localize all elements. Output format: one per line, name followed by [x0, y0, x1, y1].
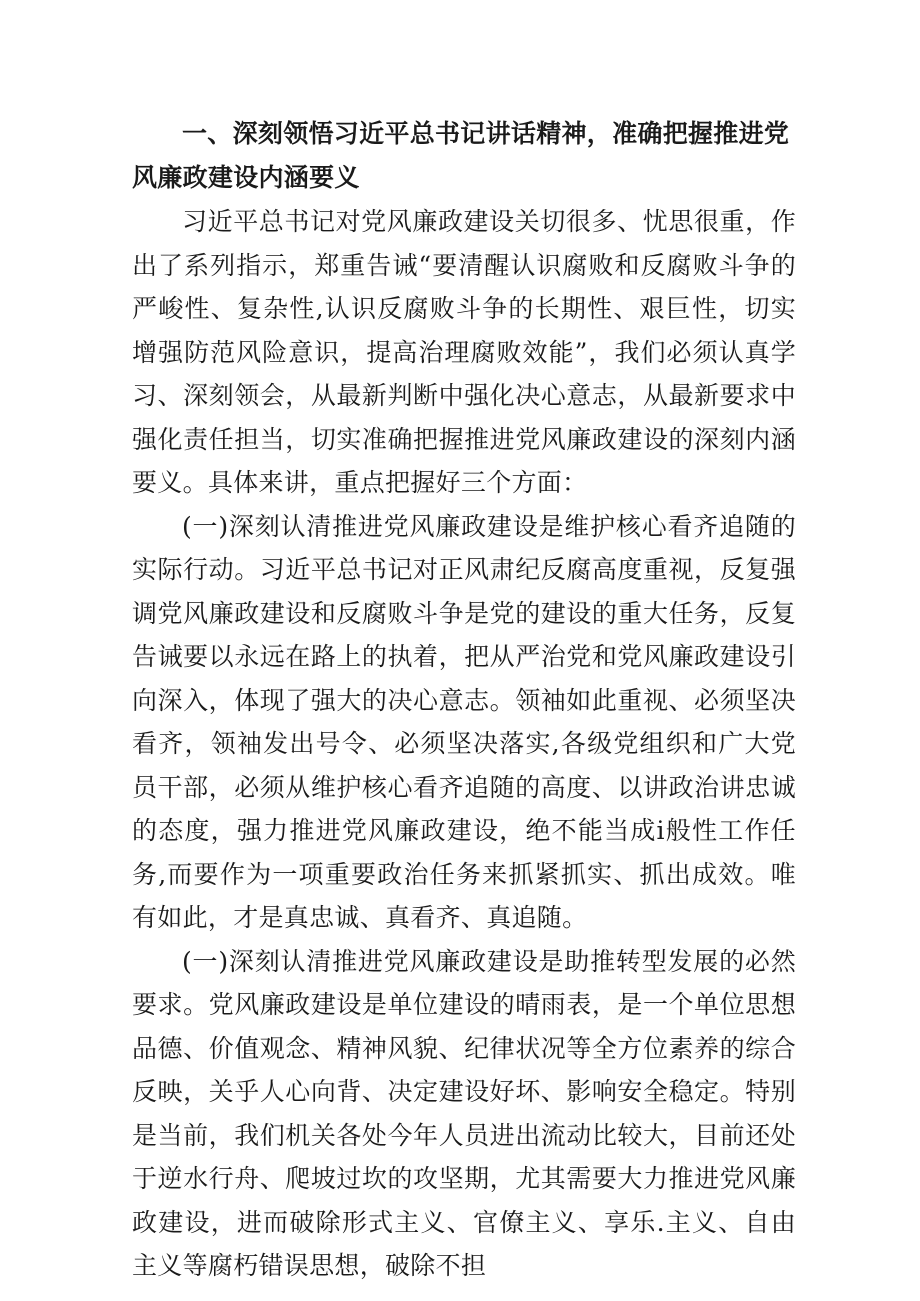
paragraph-intro: 习近平总书记对党风廉政建设关切很多、忧思很重，作出了系列指示，郑重告诫“要清醒认识腐败和反腐败斗争的严峻性、复杂性,认识反腐败斗争的长期性、艰巨性，切实增强防范风险意识，提高治理腐败效能”，我们必须认真学习、深刻领会，从最新判断中强化决心意志，从最新要求中强化责任担当，切实准确把握推进党风廉政建设的深刻内涵要义。具体来讲，重点把握好三个方面：	[132, 207, 796, 497]
paragraph-point-1: (一)深刻认清推进党风廉政建设是维护核心看齐追随的实际行动。习近平总书记对正风肃纪反腐高度重视，反复强调党风廉政建设和反腐败斗争是党的建设的重大任务，反复告诫要以永远在路上的执着，把从严治党和党风廉政建设引向深入，体现了强大的决心意志。领袖如此重视、必须坚决看齐，领袖发出号令、必须坚决落实,各级党组织和广大党员干部，必须从维护核心看齐追随的高度、以讲政治讲忠诚的态度，强力推进党风廉政建设，绝不能当成i般性工作任务,而要作为一项重要政治任务来抓紧抓实、抓出成效。唯有如此，才是真忠诚、真看齐、真追随。	[132, 511, 796, 932]
document-body	[132, 112, 796, 1288]
section-heading: 一、深刻领悟习近平总书记讲话精神，准确把握推进党风廉政建设内涵要义	[132, 119, 790, 192]
paragraph-point-2: (一)深刻认清推进党风廉政建设是助推转型发展的必然要求。党风廉政建设是单位建设的晴雨表，是一个单位思想品德、价值观念、精神风貌、纪律状况等全方位素养的综合反映，关乎人心向背、决定建设好坏、影响安全稳定。特别是当前，我们机关各处今年人员进出流动比较大，目前还处于逆水行舟、爬坡过坎的攻坚期，尤其需要大力推进党风廉政建设，进而破除形式主义、官僚主义、享乐.主义、自由主义等腐朽错误思想，破除不担	[132, 946, 796, 1280]
